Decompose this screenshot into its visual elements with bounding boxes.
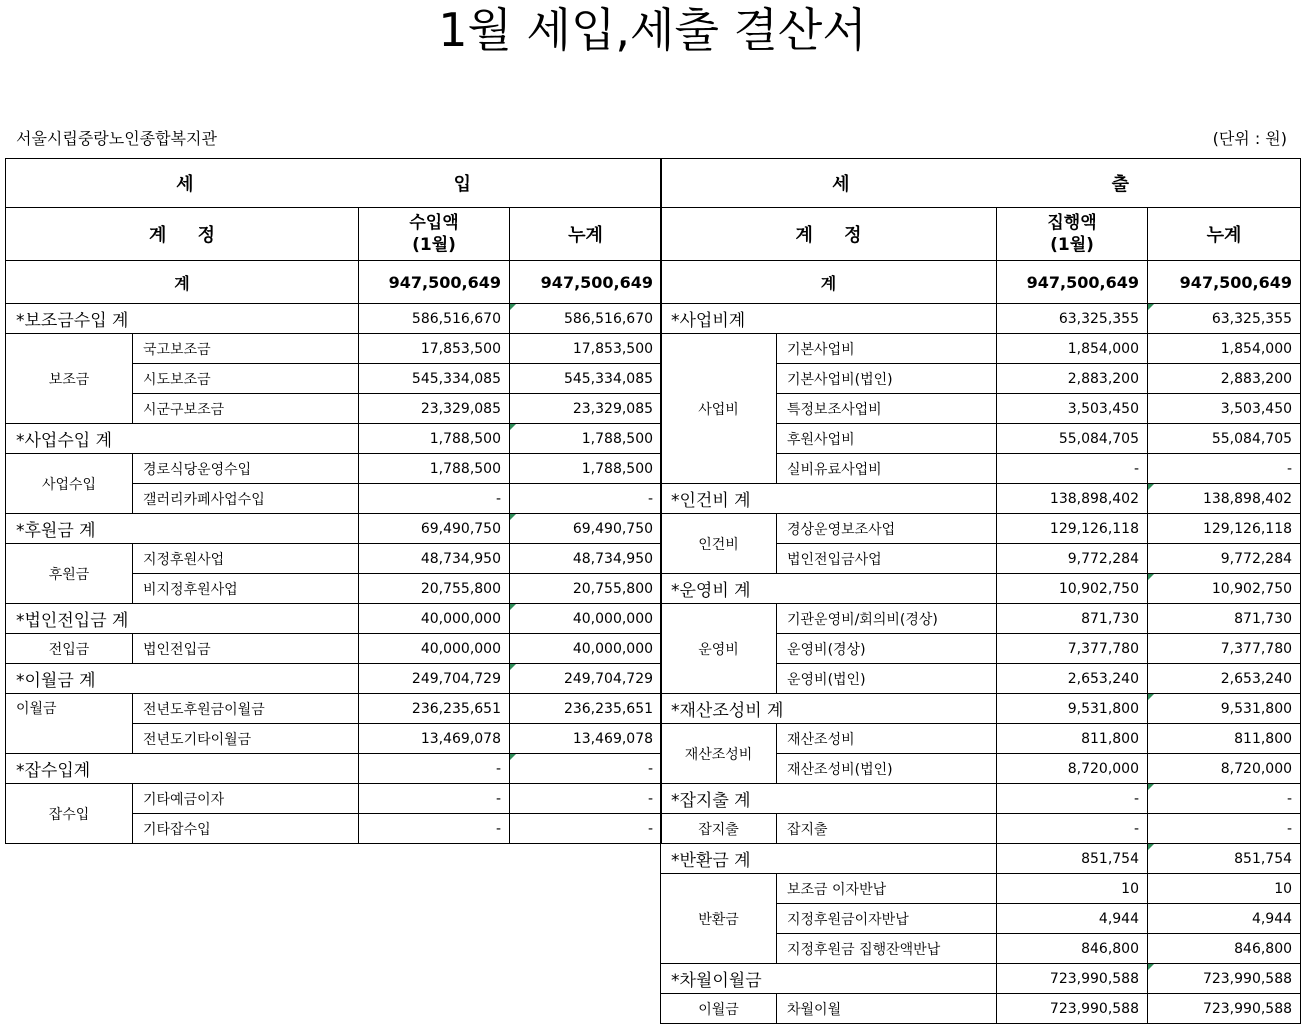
item-label: 기타예금이자 bbox=[133, 784, 359, 814]
table-row bbox=[6, 694, 662, 724]
amount-cell: 1,854,000 bbox=[997, 334, 1148, 364]
organization-name: 서울시립중랑노인종합복지관 bbox=[16, 129, 217, 148]
table-row bbox=[6, 784, 662, 814]
group-label: 잡수입 bbox=[6, 784, 133, 844]
cumulative-cell: 40,000,000 bbox=[510, 634, 662, 664]
section-label: *이월금 계 bbox=[6, 664, 359, 694]
amount-cell: 4,944 bbox=[997, 904, 1148, 934]
amount-cell: 851,754 bbox=[997, 844, 1148, 874]
item-label: 지정후원금이자반납 bbox=[777, 904, 997, 934]
table-row bbox=[661, 874, 1301, 904]
income-column-header-row bbox=[6, 208, 662, 261]
section-label: *사업수입 계 bbox=[6, 424, 359, 454]
amount-cell: 3,503,450 bbox=[997, 394, 1148, 424]
amount-cell: 63,325,355 bbox=[997, 304, 1148, 334]
cumulative-cell: 2,883,200 bbox=[1148, 364, 1301, 394]
income-total-cum: 947,500,649 bbox=[510, 261, 662, 304]
item-label: 갤러리카페사업수입 bbox=[133, 484, 359, 514]
cumulative-cell: 3,503,450 bbox=[1148, 394, 1301, 424]
item-label: 시군구보조금 bbox=[133, 394, 359, 424]
section-label: *잡수입계 bbox=[6, 754, 359, 784]
amount-cell: 871,730 bbox=[997, 604, 1148, 634]
section-label: *잡지출 계 bbox=[661, 784, 997, 814]
amount-cell: 17,853,500 bbox=[359, 334, 510, 364]
section-row bbox=[6, 304, 662, 334]
item-label: 경상운영보조사업 bbox=[777, 514, 997, 544]
section-row bbox=[661, 484, 1301, 514]
group-label: 인건비 bbox=[661, 514, 777, 574]
cumulative-cell: 10,902,750 bbox=[1148, 574, 1301, 604]
amount-cell: - bbox=[997, 784, 1148, 814]
section-row bbox=[661, 304, 1301, 334]
income-header-b: 입 bbox=[453, 174, 471, 195]
income-table bbox=[5, 158, 662, 844]
group-label: 운영비 bbox=[661, 604, 777, 694]
group-label: 보조금 bbox=[6, 334, 133, 424]
table-row bbox=[6, 454, 662, 484]
table-row bbox=[661, 604, 1301, 634]
table-row bbox=[6, 334, 662, 364]
amount-cell: 13,469,078 bbox=[359, 724, 510, 754]
item-label: 기본사업비 bbox=[777, 334, 997, 364]
expense-total-label: 계 bbox=[661, 261, 997, 304]
expense-col-amount: 집행액 (1월) bbox=[997, 208, 1148, 261]
item-label: 전년도기타이월금 bbox=[133, 724, 359, 754]
item-label: 특정보조사업비 bbox=[777, 394, 997, 424]
expense-header-row bbox=[661, 159, 1301, 208]
table-row bbox=[661, 724, 1301, 754]
amount-cell: 10,902,750 bbox=[997, 574, 1148, 604]
table-row bbox=[6, 544, 662, 574]
cumulative-cell: 545,334,085 bbox=[510, 364, 662, 394]
expense-column-header-row bbox=[661, 208, 1301, 261]
amount-cell: 249,704,729 bbox=[359, 664, 510, 694]
item-label: 잡지출 bbox=[777, 814, 997, 844]
amount-cell: 2,653,240 bbox=[997, 664, 1148, 694]
expense-total-cum: 947,500,649 bbox=[1148, 261, 1301, 304]
cumulative-cell: - bbox=[1148, 454, 1301, 484]
section-row bbox=[6, 604, 662, 634]
amount-cell: - bbox=[359, 814, 510, 844]
amount-cell: 723,990,588 bbox=[997, 964, 1148, 994]
amount-cell: 1,788,500 bbox=[359, 424, 510, 454]
item-label: 운영비(경상) bbox=[777, 634, 997, 664]
section-label: *재산조성비 계 bbox=[661, 694, 997, 724]
cumulative-cell: 723,990,588 bbox=[1148, 964, 1301, 994]
section-label: *후원금 계 bbox=[6, 514, 359, 544]
cumulative-cell: 138,898,402 bbox=[1148, 484, 1301, 514]
income-body bbox=[6, 304, 662, 844]
cumulative-cell: - bbox=[1148, 814, 1301, 844]
section-label: *반환금 계 bbox=[661, 844, 997, 874]
section-row bbox=[6, 514, 662, 544]
section-row bbox=[661, 574, 1301, 604]
amount-cell: 10 bbox=[997, 874, 1148, 904]
item-label: 재산조성비(법인) bbox=[777, 754, 997, 784]
cumulative-cell: 4,944 bbox=[1148, 904, 1301, 934]
amount-cell: 8,720,000 bbox=[997, 754, 1148, 784]
amount-cell: 2,883,200 bbox=[997, 364, 1148, 394]
income-header bbox=[6, 159, 662, 208]
section-row bbox=[661, 694, 1301, 724]
amount-cell: 40,000,000 bbox=[359, 604, 510, 634]
group-label: 사업수입 bbox=[6, 454, 133, 514]
item-label: 지정후원사업 bbox=[133, 544, 359, 574]
amount-cell: 23,329,085 bbox=[359, 394, 510, 424]
amount-cell: 236,235,651 bbox=[359, 694, 510, 724]
cumulative-cell: 9,772,284 bbox=[1148, 544, 1301, 574]
section-label: *인건비 계 bbox=[661, 484, 997, 514]
group-label: 후원금 bbox=[6, 544, 133, 604]
cumulative-cell: 55,084,705 bbox=[1148, 424, 1301, 454]
amount-cell: - bbox=[997, 814, 1148, 844]
section-label: *사업비계 bbox=[661, 304, 997, 334]
cumulative-cell: 1,854,000 bbox=[1148, 334, 1301, 364]
amount-cell: 69,490,750 bbox=[359, 514, 510, 544]
amount-cell: 7,377,780 bbox=[997, 634, 1148, 664]
income-total-row bbox=[6, 261, 662, 304]
cumulative-cell: 17,853,500 bbox=[510, 334, 662, 364]
item-label: 후원사업비 bbox=[777, 424, 997, 454]
item-label: 기타잡수입 bbox=[133, 814, 359, 844]
amount-cell: 9,772,284 bbox=[997, 544, 1148, 574]
cumulative-cell: 9,531,800 bbox=[1148, 694, 1301, 724]
item-label: 시도보조금 bbox=[133, 364, 359, 394]
cumulative-cell: - bbox=[510, 484, 662, 514]
amount-cell: 846,800 bbox=[997, 934, 1148, 964]
cumulative-cell: 48,734,950 bbox=[510, 544, 662, 574]
expense-total-amount: 947,500,649 bbox=[997, 261, 1148, 304]
group-label: 반환금 bbox=[661, 874, 777, 964]
section-label: *보조금수입 계 bbox=[6, 304, 359, 334]
expense-header bbox=[661, 159, 1301, 208]
cumulative-cell: 8,720,000 bbox=[1148, 754, 1301, 784]
cumulative-cell: 7,377,780 bbox=[1148, 634, 1301, 664]
group-label: 잡지출 bbox=[661, 814, 777, 844]
cumulative-cell: 236,235,651 bbox=[510, 694, 662, 724]
item-label: 기본사업비(법인) bbox=[777, 364, 997, 394]
group-label: 사업비 bbox=[661, 334, 777, 484]
section-row bbox=[661, 964, 1301, 994]
amount-cell: 55,084,705 bbox=[997, 424, 1148, 454]
cumulative-cell: 871,730 bbox=[1148, 604, 1301, 634]
amount-cell: 723,990,588 bbox=[997, 994, 1148, 1024]
cumulative-cell: 63,325,355 bbox=[1148, 304, 1301, 334]
amount-cell: - bbox=[359, 484, 510, 514]
cumulative-cell: 13,469,078 bbox=[510, 724, 662, 754]
cumulative-cell: 20,755,800 bbox=[510, 574, 662, 604]
item-label: 운영비(법인) bbox=[777, 664, 997, 694]
cumulative-cell: 1,788,500 bbox=[510, 454, 662, 484]
amount-cell: 9,531,800 bbox=[997, 694, 1148, 724]
item-label: 경로식당운영수입 bbox=[133, 454, 359, 484]
income-col-amount: 수입액 (1월) bbox=[359, 208, 510, 261]
group-label: 이월금 bbox=[661, 994, 777, 1024]
cumulative-cell: 586,516,670 bbox=[510, 304, 662, 334]
amount-cell: 1,788,500 bbox=[359, 454, 510, 484]
cumulative-cell: 129,126,118 bbox=[1148, 514, 1301, 544]
amount-cell: - bbox=[359, 784, 510, 814]
amount-cell: 811,800 bbox=[997, 724, 1148, 754]
item-label: 차월이월 bbox=[777, 994, 997, 1024]
item-label: 전년도후원금이월금 bbox=[133, 694, 359, 724]
group-label: 이월금 bbox=[6, 694, 133, 754]
expense-col-account: 계 정 bbox=[661, 208, 997, 261]
cumulative-cell: - bbox=[510, 754, 662, 784]
item-label: 국고보조금 bbox=[133, 334, 359, 364]
cumulative-cell: 40,000,000 bbox=[510, 604, 662, 634]
cumulative-cell: - bbox=[1148, 784, 1301, 814]
income-header-row bbox=[6, 159, 662, 208]
cumulative-cell: - bbox=[510, 814, 662, 844]
expense-header-a: 세 bbox=[832, 174, 850, 195]
item-label: 지정후원금 집행잔액반납 bbox=[777, 934, 997, 964]
cumulative-cell: 249,704,729 bbox=[510, 664, 662, 694]
income-total-label: 계 bbox=[6, 261, 359, 304]
expense-header-b: 출 bbox=[1111, 174, 1129, 195]
cumulative-cell: 1,788,500 bbox=[510, 424, 662, 454]
income-col-cum: 누계 bbox=[510, 208, 662, 261]
amount-cell: 20,755,800 bbox=[359, 574, 510, 604]
expense-total-row bbox=[661, 261, 1301, 304]
amount-cell: 586,516,670 bbox=[359, 304, 510, 334]
amount-cell: 138,898,402 bbox=[997, 484, 1148, 514]
income-col-account: 계 정 bbox=[6, 208, 359, 261]
expense-col-cum: 누계 bbox=[1148, 208, 1301, 261]
amount-cell: - bbox=[997, 454, 1148, 484]
amount-cell: 48,734,950 bbox=[359, 544, 510, 574]
expense-body bbox=[661, 304, 1301, 1024]
cumulative-cell: 851,754 bbox=[1148, 844, 1301, 874]
section-row bbox=[6, 424, 662, 454]
section-row bbox=[661, 844, 1301, 874]
income-total-amount: 947,500,649 bbox=[359, 261, 510, 304]
table-row bbox=[6, 634, 662, 664]
cumulative-cell: 723,990,588 bbox=[1148, 994, 1301, 1024]
page-title: 1월 세입,세출 결산서 bbox=[438, 3, 867, 57]
item-label: 실비유료사업비 bbox=[777, 454, 997, 484]
unit-label: (단위 : 원) bbox=[1212, 129, 1287, 148]
section-label: *법인전입금 계 bbox=[6, 604, 359, 634]
cumulative-cell: - bbox=[510, 784, 662, 814]
cumulative-cell: 69,490,750 bbox=[510, 514, 662, 544]
cumulative-cell: 10 bbox=[1148, 874, 1301, 904]
amount-cell: 129,126,118 bbox=[997, 514, 1148, 544]
section-row bbox=[6, 754, 662, 784]
section-row bbox=[661, 784, 1301, 814]
section-row bbox=[6, 664, 662, 694]
amount-cell: 545,334,085 bbox=[359, 364, 510, 394]
group-label: 재산조성비 bbox=[661, 724, 777, 784]
amount-cell: 40,000,000 bbox=[359, 634, 510, 664]
table-row bbox=[661, 814, 1301, 844]
amount-cell: - bbox=[359, 754, 510, 784]
table-row bbox=[661, 994, 1301, 1024]
cumulative-cell: 2,653,240 bbox=[1148, 664, 1301, 694]
table-row bbox=[661, 334, 1301, 364]
item-label: 기관운영비/회의비(경상) bbox=[777, 604, 997, 634]
section-label: *운영비 계 bbox=[661, 574, 997, 604]
item-label: 재산조성비 bbox=[777, 724, 997, 754]
group-label: 전입금 bbox=[6, 634, 133, 664]
section-label: *차월이월금 bbox=[661, 964, 997, 994]
cumulative-cell: 811,800 bbox=[1148, 724, 1301, 754]
table-row bbox=[661, 514, 1301, 544]
item-label: 법인전입금 bbox=[133, 634, 359, 664]
item-label: 법인전입금사업 bbox=[777, 544, 997, 574]
item-label: 비지정후원사업 bbox=[133, 574, 359, 604]
expense-table bbox=[660, 158, 1301, 1024]
cumulative-cell: 23,329,085 bbox=[510, 394, 662, 424]
income-header-a: 세 bbox=[176, 174, 194, 195]
cumulative-cell: 846,800 bbox=[1148, 934, 1301, 964]
item-label: 보조금 이자반납 bbox=[777, 874, 997, 904]
